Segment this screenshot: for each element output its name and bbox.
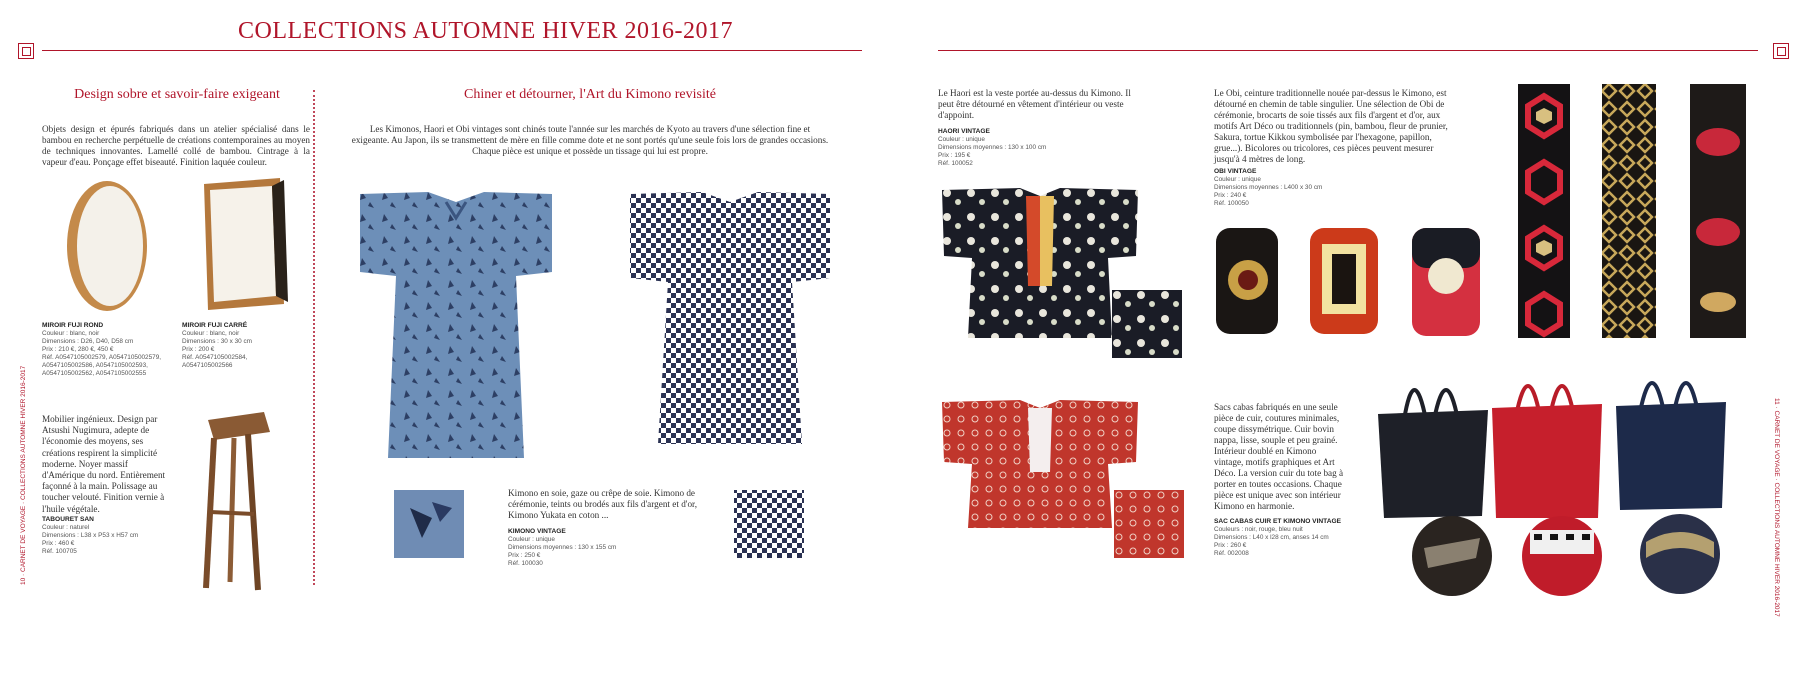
page-title: COLLECTIONS AUTOMNE HIVER 2016-2017 [238,18,734,44]
caption-obi-title: OBI VINTAGE [1214,168,1257,175]
navy-tote-bag [1612,356,1730,512]
caption-line: Dimensions moyennes : 130 x 155 cm [508,544,617,551]
caption-line: Réf. 002008 [1214,550,1249,557]
header-rule-left [42,50,862,51]
caption-line: Dimensions : 30 x 30 cm [182,338,252,345]
black-tote-bag [1374,360,1492,520]
red-haori-swatch [1112,488,1186,560]
caption-line: Prix : 250 € [508,552,541,559]
caption-line: Dimensions : L38 x P53 x H57 cm [42,532,139,539]
caption-kimono [508,528,668,568]
blue-kimono-photo [356,188,556,458]
obi-description: Le Obi, ceinture traditionnelle nouée par-dessus le Kimono, est détourné en chemin de table singulier. Une sélection de Obi de cérémonie, brocarts de soie tissés aux fils d'argent et d'or, aux motifs Art Déco ou traditionnels (pin, bambou, fleur de prunier, Sakura, tortue Kikkou symbolisée par l'hexagone, papillon, grue...). Bicolores ou tricolores, ces pièces peuvent mesurer jusqu'à 4 mètres de long. [1214,88,1448,164]
header-rule-right [938,50,1758,51]
obi-strip-gold-pattern [1600,82,1658,340]
caption-line: Réf. A0547105002584, [182,354,248,361]
black-haori-swatch [1110,288,1184,360]
caption-line: Couleur : unique [938,136,985,143]
caption-line: Prix : 460 € [42,540,75,547]
obi-roll-red [1308,224,1382,338]
obi-roll-black [1214,224,1284,338]
stool-photo [186,402,286,592]
page-side-label-left: 10 · CARNET DE VOYAGE · COLLECTIONS AUTOMNE HIVER 2016-2017 [20,365,27,585]
caption-miroir-rond [42,322,172,378]
caption-line: Dimensions : L40 x l28 cm, anses 14 cm [1214,534,1329,541]
caption-haori-title: HAORI VINTAGE [938,128,990,135]
column-divider [313,90,315,585]
caption-line: Couleur : unique [508,536,555,543]
checkered-kimono-photo [626,188,834,444]
caption-line: Prix : 195 € [938,152,971,159]
brand-logo-right-icon [1773,43,1789,59]
page-side-label-right: 11 · CARNET DE VOYAGE · COLLECTIONS AUTOMNE HIVER 2016-2017 [1773,398,1780,617]
caption-haori [938,128,1098,168]
section-heading-kimono: Chiner et détourner, l'Art du Kimono revisité [464,87,716,102]
brand-logo-left-icon [18,43,34,59]
red-bag-lining-detail [1520,514,1604,598]
red-haori-photo [940,398,1140,530]
bags-description: Sacs cabas fabriqués en une seule pièce de cuir, coutures minimales, coupe dissymétrique. Cuir bovin nappa, lisse, souple et peu grainé. Intérieur doublé en Kimono vintage, motifs graphiques et Art Déco. La version cuir du tote bag à porter en toutes occasions. Chaque pièce est unique avec son intérieur Kimono en harmonie. [1214,402,1344,511]
caption-line: Dimensions moyennes : L400 x 30 cm [1214,184,1323,191]
red-tote-bag [1488,356,1606,520]
caption-line: Couleur : blanc, noir [42,330,100,337]
stool-description: Mobilier ingénieux. Design par Atsushi Nugimura, adepte de l'économie des moyens, ses créations respirent la simplicité moderne. Noyer massif d'Amérique du nord. Entièrement façonné à la main. Polissage au toucher velouté. Finition vernie à l'huile végétale. [42,414,166,514]
checkered-kimono-swatch [732,488,806,560]
caption-line: Réf. 100052 [938,160,973,167]
caption-miroir-carre-title: MIROIR FUJI CARRÉ [182,322,248,329]
caption-line: Réf. 100705 [42,548,77,555]
caption-line: Prix : 200 € [182,346,215,353]
caption-line: Réf. 100030 [508,560,543,567]
caption-line: Prix : 210 €, 280 €, 450 € [42,346,114,353]
caption-line: A0547105002562, A0547105002555 [42,370,147,377]
caption-tabouret-title: TABOURET SAN [42,516,94,523]
caption-line: Prix : 240 € [1214,192,1247,199]
caption-line: Dimensions : D26, D40, D58 cm [42,338,134,345]
design-description: Objets design et épurés fabriqués dans un atelier spécialisé dans le bambou en recherche perpétuelle de créations contemporaines au moyen de techniques innovantes. Lamellé collé de bambou. Cintrage à la vapeur d'eau. Ponçage effet biseauté. Finition laquée couleur. [42,124,310,167]
haori-description: Le Haori est la veste portée au-dessus du Kimono. Il peut être détourné en vêtement d'intérieur ou veste d'appoint. [938,88,1131,120]
square-mirror-photo [200,178,288,310]
caption-miroir-rond-title: MIROIR FUJI ROND [42,322,104,329]
caption-bags-title: SAC CABAS CUIR ET KIMONO VINTAGE [1214,518,1341,525]
caption-line: Couleur : blanc, noir [182,330,240,337]
caption-line: Réf. 100050 [1214,200,1249,207]
black-bag-lining-detail [1410,514,1494,598]
caption-line: A0547105002566 [182,362,233,369]
round-mirror-photo [62,176,152,316]
caption-line: A0547105002586, A0547105002593, [42,362,148,369]
section-heading-design: Design sobre et savoir-faire exigeant [74,87,280,102]
kimono-description: Kimono en soie, gaze ou crêpe de soie. Kimono de cérémonie, teints ou brodés aux fils d'argent et d'or, Kimono Yukata en coton ... [508,488,698,520]
caption-tabouret [42,516,172,556]
caption-obi [1214,168,1374,208]
navy-bag-lining-detail [1638,512,1722,596]
caption-line: Dimensions moyennes : 130 x 100 cm [938,144,1047,151]
obi-roll-floral [1410,224,1484,340]
blue-kimono-swatch [392,488,466,560]
caption-bags [1214,518,1374,558]
kimono-intro: Les Kimonos, Haori et Obi vintages sont chinés toute l'année sur les marchés de Kyoto au travers d'une sélection fine et exigeante. Au Japon, ils se transmettent de mère en fille comme dote et ne sont portés qu'une seule fois lors de grandes occasions. Chaque pièce est unique et possède un tissage qui lui est propre. [351,124,829,156]
caption-line: Couleur : naturel [42,524,90,531]
obi-strip-red-hex [1516,82,1572,340]
caption-miroir-carre [182,322,292,370]
caption-line: Couleur : unique [1214,176,1261,183]
caption-line: Réf. A05471050025​79, A0547105002579, [42,354,162,361]
caption-line: Couleurs : noir, rouge, bleu nuit [1214,526,1303,533]
caption-line: Prix : 260 € [1214,542,1247,549]
caption-kimono-title: KIMONO VINTAGE [508,528,566,535]
obi-strip-black-cloud [1688,82,1748,340]
